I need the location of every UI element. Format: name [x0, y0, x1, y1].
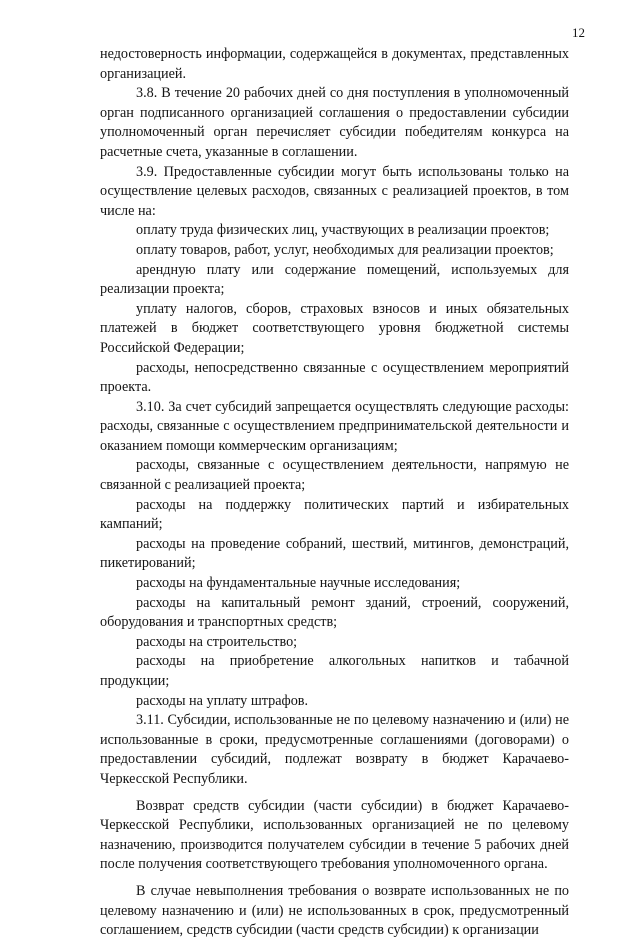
list-item: оплату труда физических лиц, участвующих в реализации проектов; [136, 222, 550, 239]
paragraph: 3.10. За счет субсидий запрещается осуществлять следующие расходы: расходы, связанные с осуществлением предпринимательской деятельности и оказанием помощи коммерческим организациям; [100, 398, 569, 454]
page-number: 12 [572, 25, 585, 40]
list-item: расходы, связанные с осуществлением деятельности, напрямую не связанной с реализацией проекта; [100, 457, 569, 494]
list-item: арендную плату или содержание помещений, используемых для реализации проекта; [100, 261, 569, 298]
list-item: расходы на уплату штрафов. [136, 692, 309, 709]
paragraph: 3.9. Предоставленные субсидии могут быть использованы только на осуществление целевых расходов, связанных с реализацией проектов, в том числе на: [100, 163, 569, 219]
paragraph: 3.8. В течение 20 рабочих дней со дня поступления в уполномоченный орган подписанного организацией соглашения о предоставлении субсидии уполномоченный орган перечисляет субсидии победителям конкурса на расчетные счета, указанные в соглашении. [100, 85, 569, 160]
list-item: расходы на проведение собраний, шествий, митингов, демонстраций, пикетирований; [100, 535, 569, 572]
paragraph: 3.11. Субсидии, использованные не по целевому назначению и (или) не использованные в сроки, предусмотренные соглашениями (договорами) о предоставлении субсидий, подлежат возврату в бюджет Карачаево-Черкесской Республики. [100, 712, 569, 787]
list-item: расходы на строительство; [136, 633, 298, 650]
paragraph: В случае невыполнения требования о возврате использованных не по целевому назначению и (или) не использованных в срок, предусмотренный соглашением, средств субсидии (части средств субсидии) к организации [100, 882, 569, 939]
document-body [100, 45, 569, 941]
list-item: оплату товаров, работ, услуг, необходимых для реализации проектов; [136, 241, 554, 258]
list-item: расходы, непосредственно связанные с осуществлением мероприятий проекта. [100, 359, 569, 396]
paragraph: недостоверность информации, содержащейся в документах, представленных организацией. [100, 46, 569, 82]
paragraph: Возврат средств субсидии (части субсидии) в бюджет Карачаево-Черкесской Республики, использованных организацией не по целевому назначению, производится получателем субсидии в течение 5 рабочих дней после получения соответствующего требования уполномоченного органа. [100, 797, 569, 873]
list-item: расходы на поддержку политических партий и избирательных кампаний; [100, 496, 569, 533]
list-item: расходы на приобретение алкогольных напитков и табачной продукции; [100, 653, 569, 689]
list-item: расходы на фундаментальные научные исследования; [136, 575, 461, 592]
list-item: уплату налогов, сборов, страховых взносов и иных обязательных платежей в бюджет соответствующего уровня бюджетной системы Российской Федерации; [100, 300, 569, 356]
list-item: расходы на капитальный ремонт зданий, строений, сооружений, оборудования и транспортных средств; [100, 594, 569, 631]
